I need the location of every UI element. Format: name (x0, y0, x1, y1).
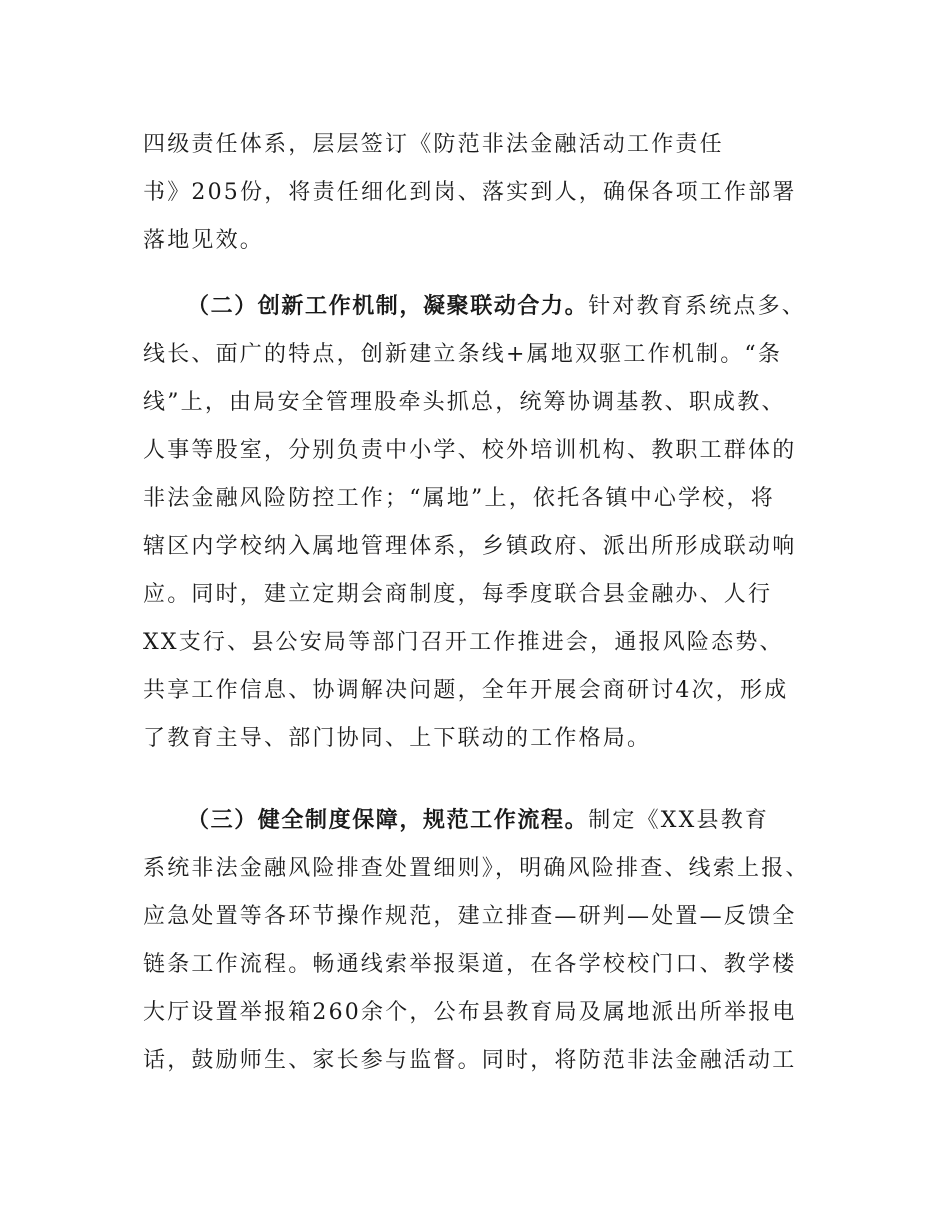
paragraph-2-line-2: 线长、面广的特点，创新建立条线+属地双驱工作机制。“条 (143, 342, 783, 367)
section-heading-3: （三）健全制度保障，规范工作流程。 (187, 808, 589, 833)
paragraph-2-line-3: 线”上，由局安全管理股牵头抓总，统筹协调基教、职成教、 (143, 390, 786, 415)
paragraph-1-line-3: 落地见效。 (143, 228, 265, 253)
paragraph-2-line-10: 了教育主导、部门协同、上下联动的工作格局。 (143, 726, 652, 751)
paragraph-2-line-4: 人事等股室，分别负责中小学、校外培训机构、教职工群体的 (143, 438, 797, 463)
paragraph-2-first-line-text: 针对教育系统点多、 (588, 294, 807, 319)
paragraph-2-line-9: 共享工作信息、协调解决问题，全年开展会商研讨4次，形成 (143, 678, 789, 703)
paragraph-3-line-3: 应急处置等各环节操作规范，建立排查—研判—处置—反馈全 (143, 904, 797, 929)
paragraph-2-line-6: 辖区内学校纳入属地管理体系，乡镇政府、派出所形成联动响 (143, 534, 797, 559)
paragraph-3-line-4: 链条工作流程。畅通线索举报渠道，在各学校校门口、教学楼 (143, 952, 797, 977)
paragraph-3-line-5: 大厅设置举报箱260余个，公布县教育局及属地派出所举报电 (143, 1000, 797, 1025)
paragraph-2-line-5: 非法金融风险防控工作；“属地”上，依托各镇中心学校，将 (143, 486, 775, 511)
paragraph-3-first-line (187, 806, 833, 836)
paragraph-2-line-8: XX支行、县公安局等部门召开工作推进会，通报风险态势、 (143, 630, 784, 655)
paragraph-3-line-6: 话，鼓励师生、家长参与监督。同时，将防范非法金融活动工 (143, 1048, 797, 1073)
section-heading-2: （二）创新工作机制，凝聚联动合力。 (187, 294, 589, 319)
paragraph-3-first-line-text: 制定《XX县教育 (588, 808, 770, 833)
paragraph-1-line-1: 四级责任体系，层层签订《防范非法金融活动工作责任 (143, 132, 724, 157)
paragraph-3-line-2: 系统非法金融风险排查处置细则》，明确风险排查、线索上报、 (143, 856, 810, 881)
paragraph-2-first-line (187, 292, 833, 322)
paragraph-1-line-2: 书》205份，将责任细化到岗、落实到人，确保各项工作部署 (143, 180, 797, 205)
paragraph-2-line-7: 应。同时，建立定期会商制度，每季度联合县金融办、人行 (143, 582, 773, 607)
